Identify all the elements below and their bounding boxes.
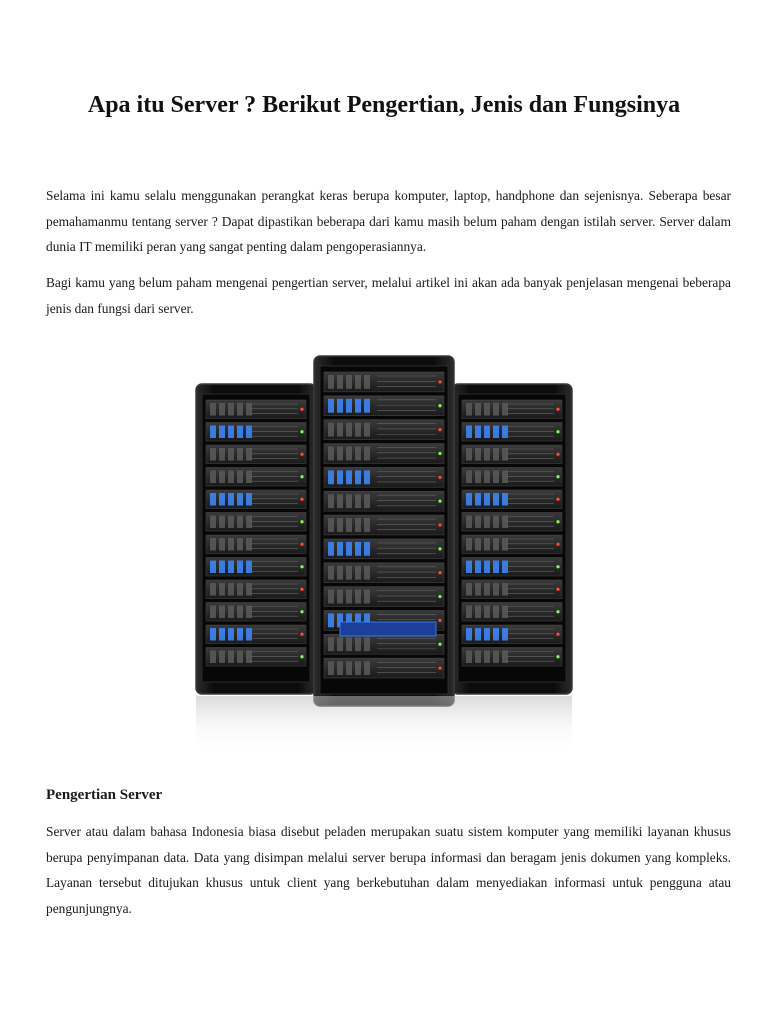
server-cabinet (452, 384, 572, 694)
server-cabinet (314, 356, 454, 706)
server-rack-illustration-icon (180, 338, 588, 758)
section-heading: Pengertian Server (46, 787, 163, 803)
server-image (180, 338, 588, 758)
server-cabinets (196, 356, 572, 752)
page-title: Apa itu Server ? Berikut Pengertian, Jenis dan Fungsinya (87, 92, 681, 118)
section-paragraph: Server atau dalam bahasa Indonesia biasa disebut peladen merupakan suatu sistem komputer yang memiliki layanan khusus berupa penyimpanan data. Data yang disimpan melalui server berupa informasi dan beragam jenis dokumen yang kompleks. Layanan tersebut ditujukan khusus untuk client yang berkebutuhan dalam menyediakan informasi untuk pengguna atau pengunjungnya. (46, 824, 731, 916)
second-paragraph: Bagi kamu yang belum paham mengenai pengertian server, melalui artikel ini akan ada banyak penjelasan mengenai beberapa jenis dan fungsi dari server. (46, 275, 731, 316)
intro-paragraph: Selama ini kamu selalu menggunakan perangkat keras berupa komputer, laptop, handphone dan sejenisnya. Seberapa besar pemahamanmu tentang server ? Dapat dipastikan beberapa dari kamu masih belum paham dengan istilah server. Server dalam dunia IT memiliki peran yang sangat penting dalam pengoperasiannya. (46, 188, 731, 254)
server-cabinet (196, 384, 316, 694)
